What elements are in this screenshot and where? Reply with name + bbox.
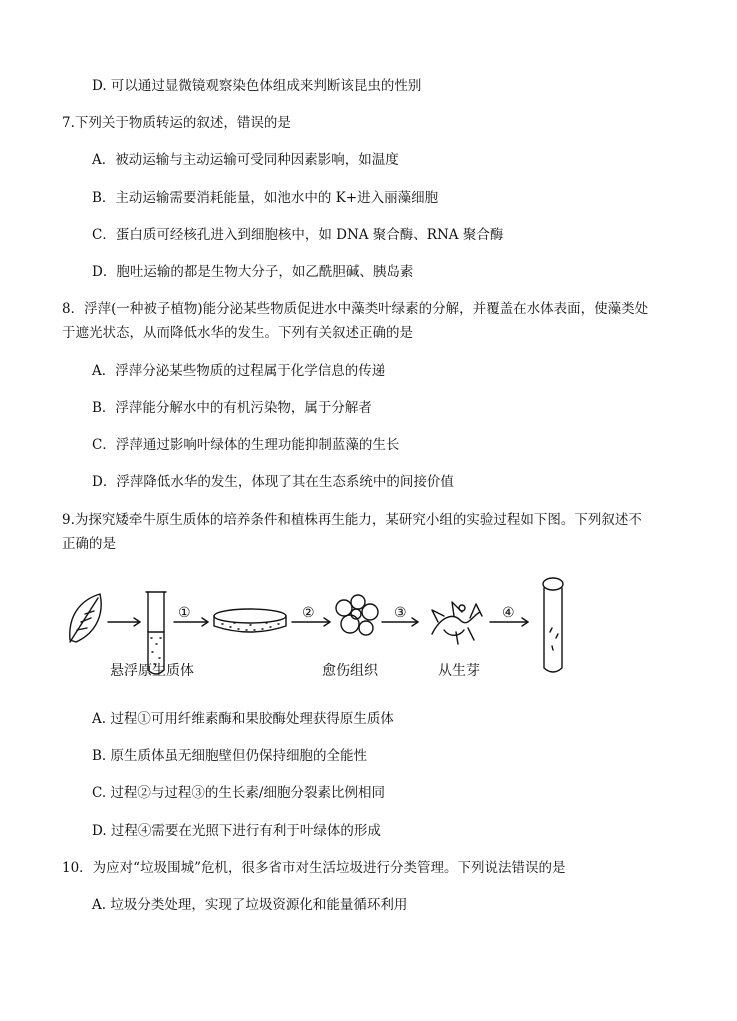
callus-icon bbox=[336, 595, 378, 635]
question-9-line1: 9.为探究矮牵牛原生质体的培养条件和植株再生能力，某研究小组的实验过程如下图。下列叙述不 bbox=[62, 512, 642, 528]
line-q6-option-d: D. 可以通过显微镜观察染色体组成来判断该昆虫的性别 bbox=[92, 78, 422, 94]
experiment-diagram bbox=[60, 572, 600, 682]
step-2-label: ② bbox=[302, 605, 315, 621]
leaf-icon bbox=[70, 594, 101, 642]
label-callus: 愈伤组织 bbox=[322, 663, 378, 679]
question-7: 7.下列关于物质转运的叙述，错误的是 bbox=[62, 115, 291, 131]
q8-option-a: A．浮萍分泌某些物质的过程属于化学信息的传递 bbox=[92, 363, 386, 379]
q9-option-d: D. 过程④需要在光照下进行有利于叶绿体的形成 bbox=[92, 823, 381, 839]
question-8-line1: 8．浮萍(一种被子植物)能分泌某些物质促进水中藻类叶绿素的分解，并覆盖在水体表面，使藻类处 bbox=[62, 301, 649, 317]
label-clustered-shoots: 从生芽 bbox=[438, 663, 480, 679]
question-9-line2: 正确的是 bbox=[62, 536, 116, 552]
question-10: 10．为应对“垃圾围城”危机，很多省市对生活垃圾进行分类管理。下列说法错误的是 bbox=[62, 860, 566, 876]
culture-tube-icon bbox=[543, 578, 563, 672]
q7-option-c: C．蛋白质可经核孔进入到细胞核中，如 DNA 聚合酶、RNA 聚合酶 bbox=[92, 227, 504, 243]
question-8-line2: 于遮光状态，从而降低水华的发生。下列有关叙述正确的是 bbox=[62, 325, 413, 341]
q7-option-d: D．胞吐运输的都是生物大分子，如乙酰胆碱、胰岛素 bbox=[92, 264, 414, 280]
q10-option-a: A. 垃圾分类处理，实现了垃圾资源化和能量循环利用 bbox=[92, 897, 408, 913]
label-suspended-protoplast: 悬浮原生质体 bbox=[110, 663, 194, 679]
step-3-label: ③ bbox=[394, 605, 407, 621]
step-4-label: ④ bbox=[502, 605, 515, 621]
shoots-icon bbox=[432, 602, 482, 644]
q9-option-c: C. 过程②与过程③的生长素/细胞分裂素比例相同 bbox=[92, 785, 385, 801]
q8-option-b: B．浮萍能分解水中的有机污染物，属于分解者 bbox=[92, 400, 372, 416]
q9-option-b: B. 原生质体虽无细胞壁但仍保持细胞的全能性 bbox=[92, 748, 368, 764]
q7-option-b: B．主动运输需要消耗能量，如池水中的 K+进入丽藻细胞 bbox=[92, 190, 439, 206]
q9-option-a: A. 过程①可用纤维素酶和果胶酶处理获得原生质体 bbox=[92, 711, 394, 727]
q7-option-a: A．被动运输与主动运输可受同种因素影响，如温度 bbox=[92, 152, 399, 168]
petri-dish-icon bbox=[214, 609, 286, 632]
q8-option-d: D．浮萍降低水华的发生，体现了其在生态系统中的间接价值 bbox=[92, 474, 454, 490]
step-1-label: ① bbox=[178, 605, 191, 621]
q8-option-c: C．浮萍通过影响叶绿体的生理功能抑制蓝藻的生长 bbox=[92, 437, 400, 453]
